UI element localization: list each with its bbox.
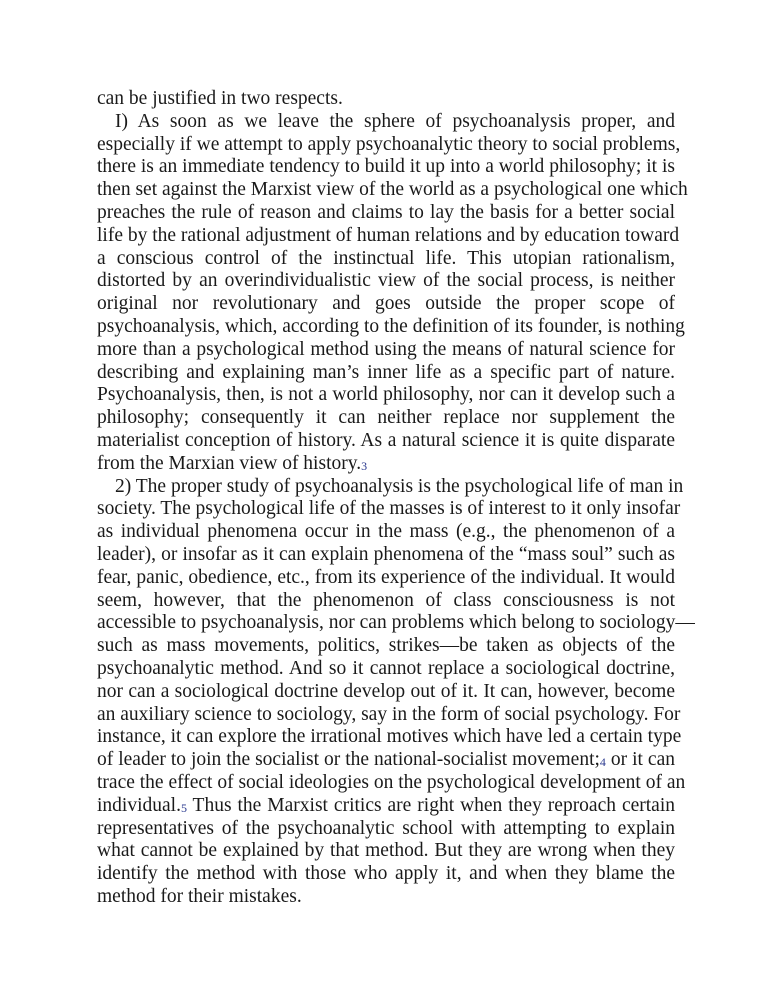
text-line: method for their mistakes.: [97, 885, 302, 907]
text-fragment: individual.: [97, 794, 181, 816]
paragraph-point-1: [97, 110, 688, 476]
text-line: describing and explaining man’s inner life as a specific part of nature.: [97, 361, 675, 383]
text-line: an auxiliary science to sociology, say in the form of social psychology. For: [97, 703, 681, 725]
text-line: a conscious control of the instinctual life. This utopian rationalism,: [97, 247, 675, 269]
text-line: can be justified in two respects.: [97, 88, 343, 109]
text-line: seem, however, that the phenomenon of class consciousness is not: [97, 589, 675, 611]
text-line: what cannot be explained by that method. But they are wrong when they: [97, 840, 675, 862]
text-fragment: from the Marxian view of history.: [97, 452, 362, 474]
text-line: preaches the rule of reason and claims to lay the basis for a better social: [97, 201, 675, 223]
paragraph-point-2: [97, 475, 695, 909]
text-line: nor can a sociological doctrine develop out of it. It can, however, become: [97, 680, 675, 702]
text-line: then set against the Marxist view of the world as a psychological one which: [97, 179, 688, 201]
text-line: instance, it can explore the irrational motives which have led a certain type: [97, 726, 682, 748]
text-line: accessible to psychoanalysis, nor can problems which belong to sociology—: [97, 612, 695, 634]
text-line: Psychoanalysis, then, is not a world philosophy, nor can it develop such a: [97, 384, 675, 406]
text-line: as individual phenomena occur in the mass (e.g., the phenomenon of a: [97, 521, 675, 543]
text-line: [97, 453, 675, 476]
paragraph-intro: [97, 88, 675, 111]
text-line: identify the method with those who apply it, and when they blame the: [97, 863, 675, 885]
text-line: 2) The proper study of psychoanalysis is the psychological life of man in: [115, 475, 684, 497]
text-line: especially if we attempt to apply psychoanalytic theory to social problems,: [97, 133, 681, 155]
text-line: original nor revolutionary and goes outside the proper scope of: [97, 293, 675, 315]
text-line: more than a psychological method using the means of natural science for: [97, 338, 675, 360]
text-line: there is an immediate tendency to build it up into a world philosophy; it is: [97, 156, 675, 178]
footnote-ref-5[interactable]: 5: [180, 800, 187, 815]
text-line: philosophy; consequently it can neither replace nor supplement the: [97, 407, 675, 429]
text-fragment: Thus the Marxist critics are right when they reproach certain: [186, 794, 675, 816]
text-line: [97, 749, 675, 772]
text-line: trace the effect of social ideologies on the psychological development of an: [97, 771, 686, 793]
text-line: society. The psychological life of the masses is of interest to it only insofar: [97, 498, 681, 520]
text-fragment: or it can: [605, 749, 675, 771]
document-page: [97, 88, 695, 909]
text-line: fear, panic, obedience, etc., from its experience of the individual. It would: [97, 566, 675, 588]
text-fragment: of leader to join the socialist or the national-socialist movement;: [97, 749, 600, 771]
text-line: distorted by an overindividualistic view of the social process, is neither: [97, 270, 675, 292]
text-line: representatives of the psychoanalytic school with attempting to explain: [97, 817, 675, 839]
text-line: psychoanalysis, which, according to the definition of its founder, is nothing: [97, 315, 685, 337]
text-line: psychoanalytic method. And so it cannot replace a sociological doctrine,: [97, 657, 675, 679]
text-line: materialist conception of history. As a natural science it is quite disparate: [97, 429, 675, 451]
text-line: such as mass movements, politics, strikes—be taken as objects of the: [97, 635, 675, 657]
footnote-ref-4[interactable]: 4: [599, 755, 606, 770]
text-line: [97, 795, 675, 818]
footnote-ref-3[interactable]: 3: [361, 458, 368, 473]
text-line: leader), or insofar as it can explain phenomena of the “mass soul” such as: [97, 543, 675, 565]
text-line: I) As soon as we leave the sphere of psychoanalysis proper, and: [115, 110, 675, 132]
text-line: life by the rational adjustment of human relations and by education toward: [97, 224, 680, 246]
